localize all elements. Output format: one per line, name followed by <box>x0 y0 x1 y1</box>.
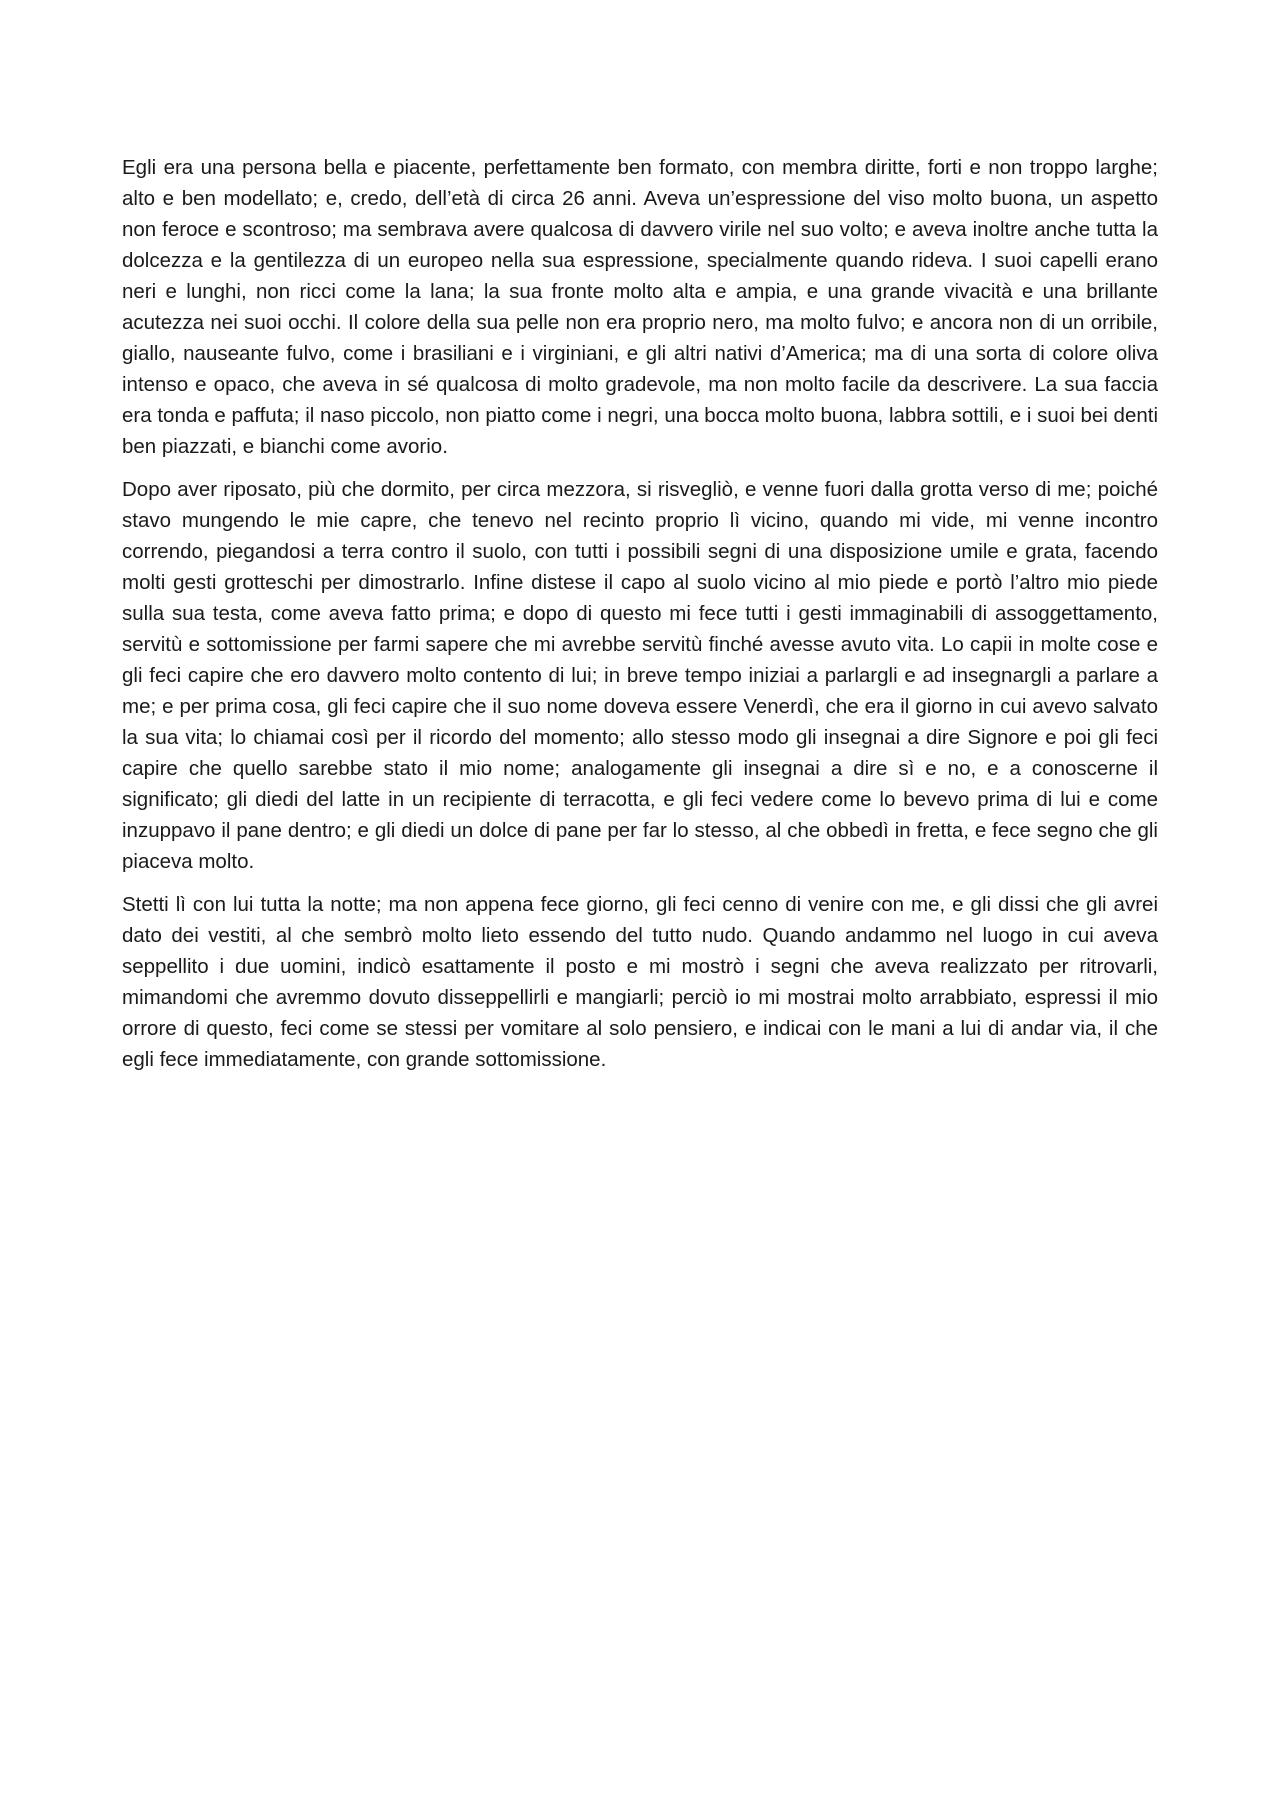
document-body <box>122 152 1158 1087</box>
paragraph-2: Dopo aver riposato, più che dormito, per circa mezzora, si risvegliò, e venne fuori dalla grotta verso di me; poiché stavo mungendo le mie capre, che tenevo nel recinto proprio lì vicino, quando mi vide, mi venne incontro correndo, piegandosi a terra contro il suolo, con tutti i possibili segni di una disposizione umile e grata, facendo molti gesti grotteschi per dimostrarlo. Infine distese il capo al suolo vicino al mio piede e portò l’altro mio piede sulla sua testa, come aveva fatto prima; e dopo di questo mi fece tutti i gesti immaginabili di assoggettamento, servitù e sottomissione per farmi sapere che mi avrebbe servitù finché avesse avuto vita. Lo capii in molte cose e gli feci capire che ero davvero molto contento di lui; in breve tempo iniziai a parlargli e ad insegnargli a parlare a me; e per prima cosa, gli feci capire che il suo nome doveva essere Venerdì, che era il giorno in cui avevo salvato la sua vita; lo chiamai così per il ricordo del momento; allo stesso modo gli insegnai a dire Signore e poi gli feci capire che quello sarebbe stato il mio nome; analogamente gli insegnai a dire sì e no, e a conoscerne il significato; gli diedi del latte in un recipiente di terracotta, e gli feci vedere come lo bevevo prima di lui e come inzuppavo il pane dentro; e gli diedi un dolce di pane per far lo stesso, al che obbedì in fretta, e fece segno che gli piaceva molto. <box>122 478 1158 873</box>
paragraph-3: Stetti lì con lui tutta la notte; ma non appena fece giorno, gli feci cenno di venire con me, e gli dissi che gli avrei dato dei vestiti, al che sembrò molto lieto essendo del tutto nudo. Quando andammo nel luogo in cui aveva seppellito i due uomini, indicò esattamente il posto e mi mostrò i segni che aveva realizzato per ritrovarli, mimandomi che avremmo dovuto disseppellirli e mangiarli; perciò io mi mostrai molto arrabbiato, espressi il mio orrore di questo, feci come se stessi per vomitare al solo pensiero, e indicai con le mani a lui di andar via, il che egli fece immediatamente, con grande sottomissione. <box>122 893 1158 1071</box>
paragraph-1: Egli era una persona bella e piacente, perfettamente ben formato, con membra diritte, forti e non troppo larghe; alto e ben modellato; e, credo, dell’età di circa 26 anni. Aveva un’espressione del viso molto buona, un aspetto non feroce e scontroso; ma sembrava avere qualcosa di davvero virile nel suo volto; e aveva inoltre anche tutta la dolcezza e la gentilezza di un europeo nella sua espressione, specialmente quando rideva. I suoi capelli erano neri e lunghi, non ricci come la lana; la sua fronte molto alta e ampia, e una grande vivacità e una brillante acutezza nei suoi occhi. Il colore della sua pelle non era proprio nero, ma molto fulvo; e ancora non di un orribile, giallo, nauseante fulvo, come i brasiliani e i virginiani, e gli altri nativi d’America; ma di una sorta di colore oliva intenso e opaco, che aveva in sé qualcosa di molto gradevole, ma non molto facile da descrivere. La sua faccia era tonda e paffuta; il naso piccolo, non piatto come i negri, una bocca molto buona, labbra sottili, e i suoi bei denti ben piazzati, e bianchi come avorio. <box>122 156 1158 458</box>
